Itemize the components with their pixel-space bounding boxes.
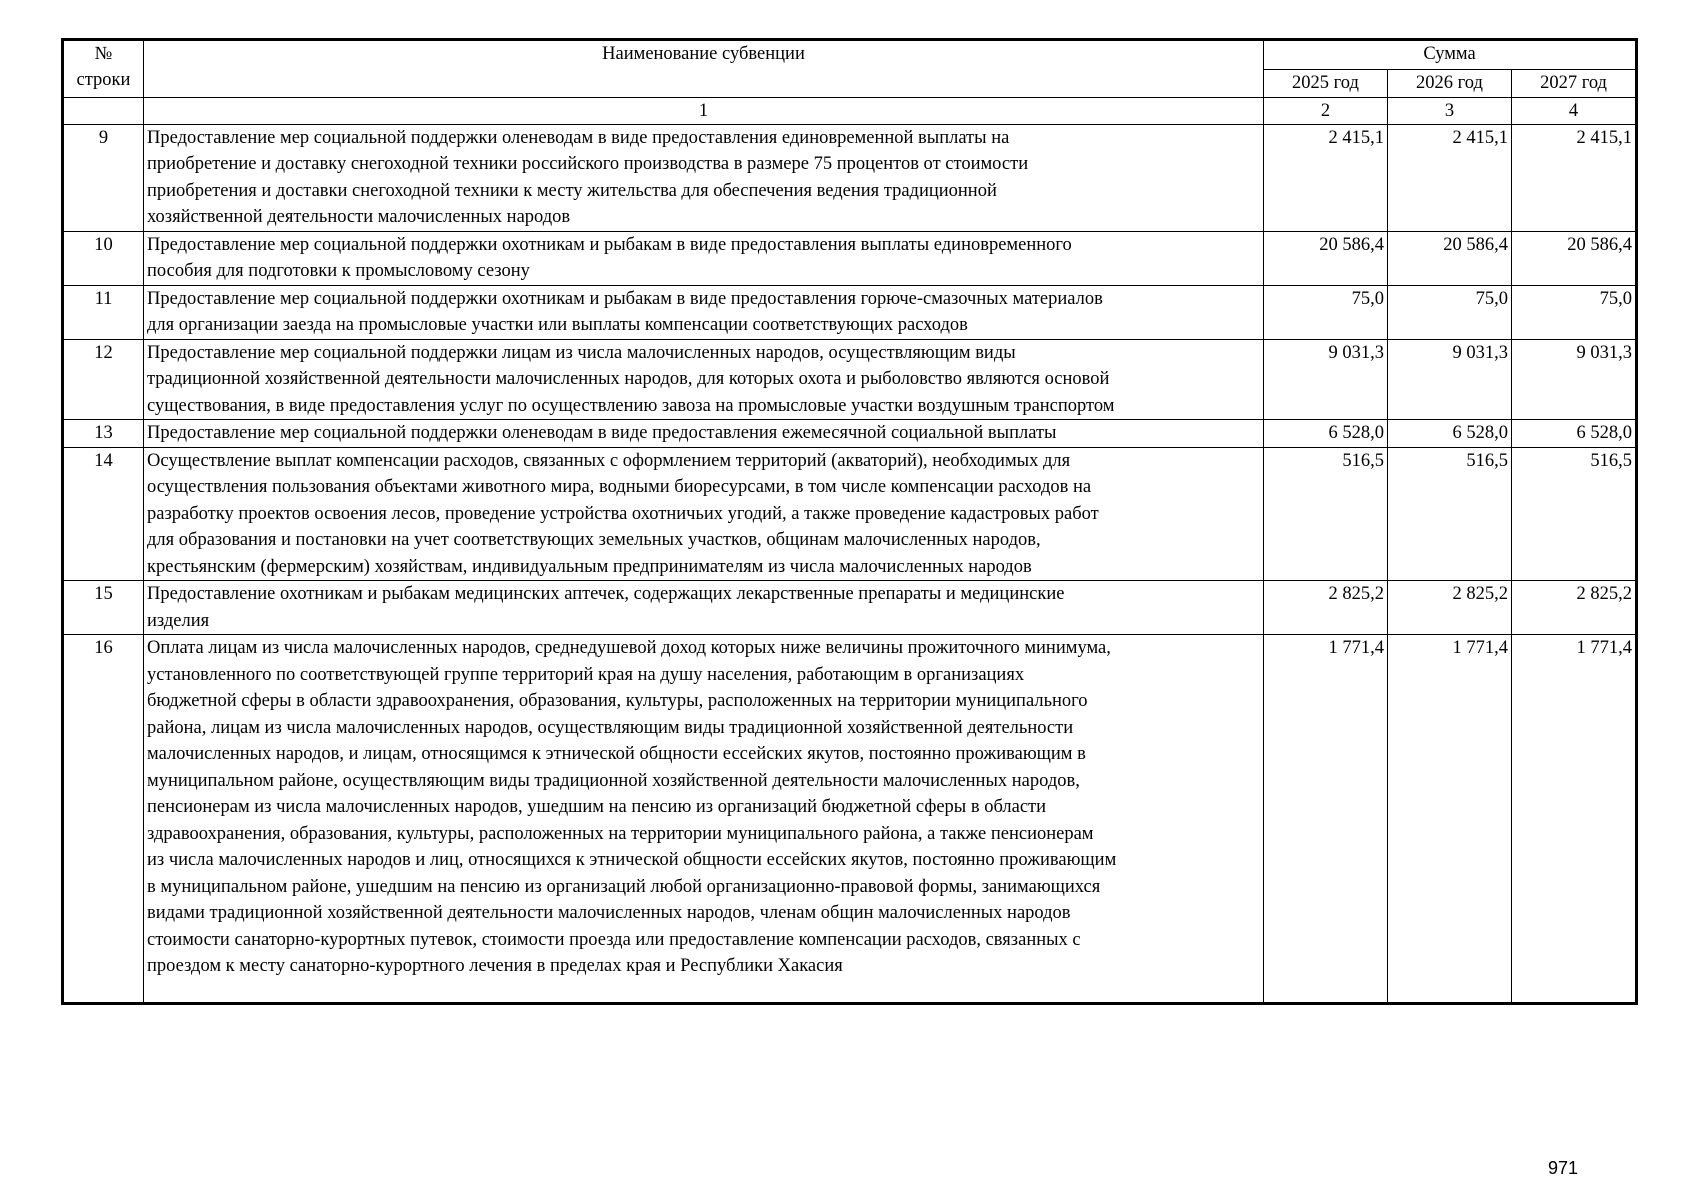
table-row bbox=[63, 635, 1637, 1004]
row-number-cell: 14 bbox=[63, 447, 144, 581]
page-number: 971 bbox=[1548, 1158, 1579, 1178]
amount-cell-2026: 9 031,3 bbox=[1388, 339, 1512, 420]
amount-cell-2025: 9 031,3 bbox=[1264, 339, 1388, 420]
subvention-name-line: разработку проектов освоения лесов, проведение устройства охотничьих угодий, а также проведение кадастровых работ bbox=[147, 503, 1099, 524]
subvention-name-line: пособия для подготовки к промысловому сезону bbox=[147, 261, 530, 281]
subvention-table bbox=[61, 38, 1638, 1005]
row-number-header-line2: строки bbox=[76, 70, 131, 90]
subvention-name-line: малочисленных народов, и лицам, относящимся к этнической общности ессейских якутов, постоянно проживающим в bbox=[147, 744, 1086, 764]
subvention-name-line: муниципальном районе, осуществляющим виды традиционной хозяйственной деятельности малочисленных народов, bbox=[147, 770, 1080, 791]
row-number-cell: 9 bbox=[63, 124, 144, 231]
subvention-name-line: Предоставление мер социальной поддержки охотникам и рыбакам в виде предоставления выплаты единовременного bbox=[147, 234, 1072, 255]
subvention-name-line: Предоставление мер социальной поддержки оленеводам в виде предоставления единовременной выплаты на bbox=[147, 127, 1010, 148]
amount-cell-2025: 2 825,2 bbox=[1264, 581, 1388, 635]
row-number-cell: 10 bbox=[63, 231, 144, 285]
amount-cell-2025: 20 586,4 bbox=[1264, 231, 1388, 285]
amount-cell-2026: 516,5 bbox=[1388, 447, 1512, 581]
subvention-name-line: установленного по соответствующей группе территорий края на душу населения, работающим в организациях bbox=[147, 664, 1025, 685]
subvention-name-line: Предоставление охотникам и рыбакам медицинских аптечек, содержащих лекарственные препараты и медицинские bbox=[147, 584, 1065, 604]
subvention-name-cell bbox=[144, 124, 1264, 231]
subvention-name-line: для организации заезда на промысловые участки или выплаты компенсации соответствующих расходов bbox=[147, 315, 968, 335]
subvention-name-line: в муниципальном районе, ушедшим на пенсию из организаций любой организационно-правовой формы, занимающихся bbox=[147, 876, 1101, 897]
subvention-name-line: изделия bbox=[147, 610, 210, 631]
amount-cell-2027: 1 771,4 bbox=[1512, 635, 1637, 1004]
subvention-name-cell bbox=[144, 581, 1264, 635]
table-row bbox=[63, 581, 1637, 635]
subvention-name-line: бюджетной сферы в области здравоохранения, образования, культуры, расположенных на территории муниципального bbox=[147, 691, 1088, 711]
subvention-name-line: хозяйственной деятельности малочисленных народов bbox=[147, 207, 571, 227]
row-number-header bbox=[63, 40, 144, 98]
column-index-cell: 3 bbox=[1388, 97, 1512, 124]
amount-cell-2026: 2 415,1 bbox=[1388, 124, 1512, 231]
subvention-name-line: Осуществление выплат компенсации расходов, связанных с оформлением территорий (акваторий), необходимых для bbox=[147, 450, 1071, 471]
sum-header: Сумма bbox=[1264, 40, 1637, 70]
table-row bbox=[63, 420, 1637, 448]
amount-cell-2025: 516,5 bbox=[1264, 447, 1388, 581]
column-index-cell: 4 bbox=[1512, 97, 1637, 124]
subvention-name-line: района, лицам из числа малочисленных народов, осуществляющим виды традиционной хозяйственной деятельности bbox=[147, 717, 1074, 738]
subvention-name-line: традиционной хозяйственной деятельности малочисленных народов, для которых охота и рыболовство являются основой bbox=[147, 369, 1110, 389]
table-row bbox=[63, 339, 1637, 420]
table-row bbox=[63, 124, 1637, 231]
column-index-cell bbox=[63, 97, 144, 124]
year-header-2025: 2025 год bbox=[1264, 70, 1388, 98]
subvention-name-line: стоимости санаторно-курортных путевок, стоимости проезда или предоставление компенсации расходов, связанных с bbox=[147, 929, 1081, 950]
subvention-name-cell bbox=[144, 339, 1264, 420]
subvention-name-line: приобретение и доставку снегоходной техники российского производства в размере 75 процентов от стоимости bbox=[147, 154, 1029, 174]
amount-cell-2026: 20 586,4 bbox=[1388, 231, 1512, 285]
subvention-name-cell bbox=[144, 635, 1264, 1004]
amount-cell-2027: 2 415,1 bbox=[1512, 124, 1637, 231]
amount-cell-2027: 75,0 bbox=[1512, 285, 1637, 339]
column-index-cell: 1 bbox=[144, 97, 1264, 124]
row-number-header-line1: № bbox=[94, 44, 113, 64]
subvention-name-line: Предоставление мер социальной поддержки лицам из числа малочисленных народов, осуществляющим виды bbox=[147, 342, 1016, 363]
amount-cell-2026: 1 771,4 bbox=[1388, 635, 1512, 1004]
amount-cell-2027: 9 031,3 bbox=[1512, 339, 1637, 420]
row-number-cell: 15 bbox=[63, 581, 144, 635]
subvention-name-line: из числа малочисленных народов и лиц, относящихся к этнической общности ессейских якутов, постоянно проживающим bbox=[147, 850, 1117, 870]
subvention-name-line: видами традиционной хозяйственной деятельности малочисленных народов, членам общин малочисленных народов bbox=[147, 903, 1071, 923]
subvention-name-line: здравоохранения, образования, культуры, расположенных на территории муниципального района, а также пенсионерам bbox=[147, 823, 1094, 844]
subvention-name-line: для образования и постановки на учет соответствующих земельных участков, общинам малочисленных народов, bbox=[147, 530, 1041, 550]
subvention-name-header: Наименование субвенции bbox=[144, 40, 1264, 98]
amount-cell-2027: 516,5 bbox=[1512, 447, 1637, 581]
amount-cell-2026: 6 528,0 bbox=[1388, 420, 1512, 448]
subvention-name-cell bbox=[144, 420, 1264, 448]
amount-cell-2026: 2 825,2 bbox=[1388, 581, 1512, 635]
amount-cell-2027: 6 528,0 bbox=[1512, 420, 1637, 448]
subvention-name-line: существования, в виде предоставления услуг по осуществлению завоза на промысловые участки воздушным транспортом bbox=[147, 395, 1115, 416]
amount-cell-2027: 2 825,2 bbox=[1512, 581, 1637, 635]
row-number-cell: 12 bbox=[63, 339, 144, 420]
subvention-name-line: крестьянским (фермерским) хозяйствам, индивидуальным предпринимателям из числа малочисленных народов bbox=[147, 556, 1032, 577]
subvention-name-line: проездом к месту санаторно-курортного лечения в пределах края и Республики Хакасия bbox=[147, 956, 843, 976]
amount-cell-2025: 75,0 bbox=[1264, 285, 1388, 339]
subvention-name-cell bbox=[144, 447, 1264, 581]
subvention-name-line: Предоставление мер социальной поддержки охотникам и рыбакам в виде предоставления горюче-смазочных материалов bbox=[147, 288, 1103, 309]
amount-cell-2027: 20 586,4 bbox=[1512, 231, 1637, 285]
subvention-name-line: Оплата лицам из числа малочисленных народов, среднедушевой доход которых ниже величины прожиточного минимума, bbox=[147, 638, 1111, 658]
table-body bbox=[63, 40, 1637, 1004]
row-number-cell: 16 bbox=[63, 635, 144, 1004]
row-number-cell: 11 bbox=[63, 285, 144, 339]
amount-cell-2025: 6 528,0 bbox=[1264, 420, 1388, 448]
row-number-cell: 13 bbox=[63, 420, 144, 448]
year-header-2027: 2027 год bbox=[1512, 70, 1637, 98]
amount-cell-2025: 2 415,1 bbox=[1264, 124, 1388, 231]
table-row bbox=[63, 447, 1637, 581]
subvention-name-line: пенсионерам из числа малочисленных народов, ушедшим на пенсию из организаций бюджетной сферы в области bbox=[147, 797, 1047, 817]
subvention-name-cell bbox=[144, 285, 1264, 339]
subvention-name-line: приобретения и доставки снегоходной техники к месту жительства для обеспечения ведения традиционной bbox=[147, 180, 997, 201]
subvention-name-cell bbox=[144, 231, 1264, 285]
table-row bbox=[63, 231, 1637, 285]
subvention-name-line: осуществления пользования объектами животного мира, водными биоресурсами, в том числе компенсации расходов на bbox=[147, 477, 1092, 497]
column-index-cell: 2 bbox=[1264, 97, 1388, 124]
year-header-2026: 2026 год bbox=[1388, 70, 1512, 98]
subvention-name-line: Предоставление мер социальной поддержки оленеводам в виде предоставления ежемесячной социальной выплаты bbox=[147, 423, 1057, 443]
table-row bbox=[63, 285, 1637, 339]
amount-cell-2025: 1 771,4 bbox=[1264, 635, 1388, 1004]
amount-cell-2026: 75,0 bbox=[1388, 285, 1512, 339]
column-index-row bbox=[63, 97, 1637, 124]
header-row bbox=[63, 40, 1637, 70]
